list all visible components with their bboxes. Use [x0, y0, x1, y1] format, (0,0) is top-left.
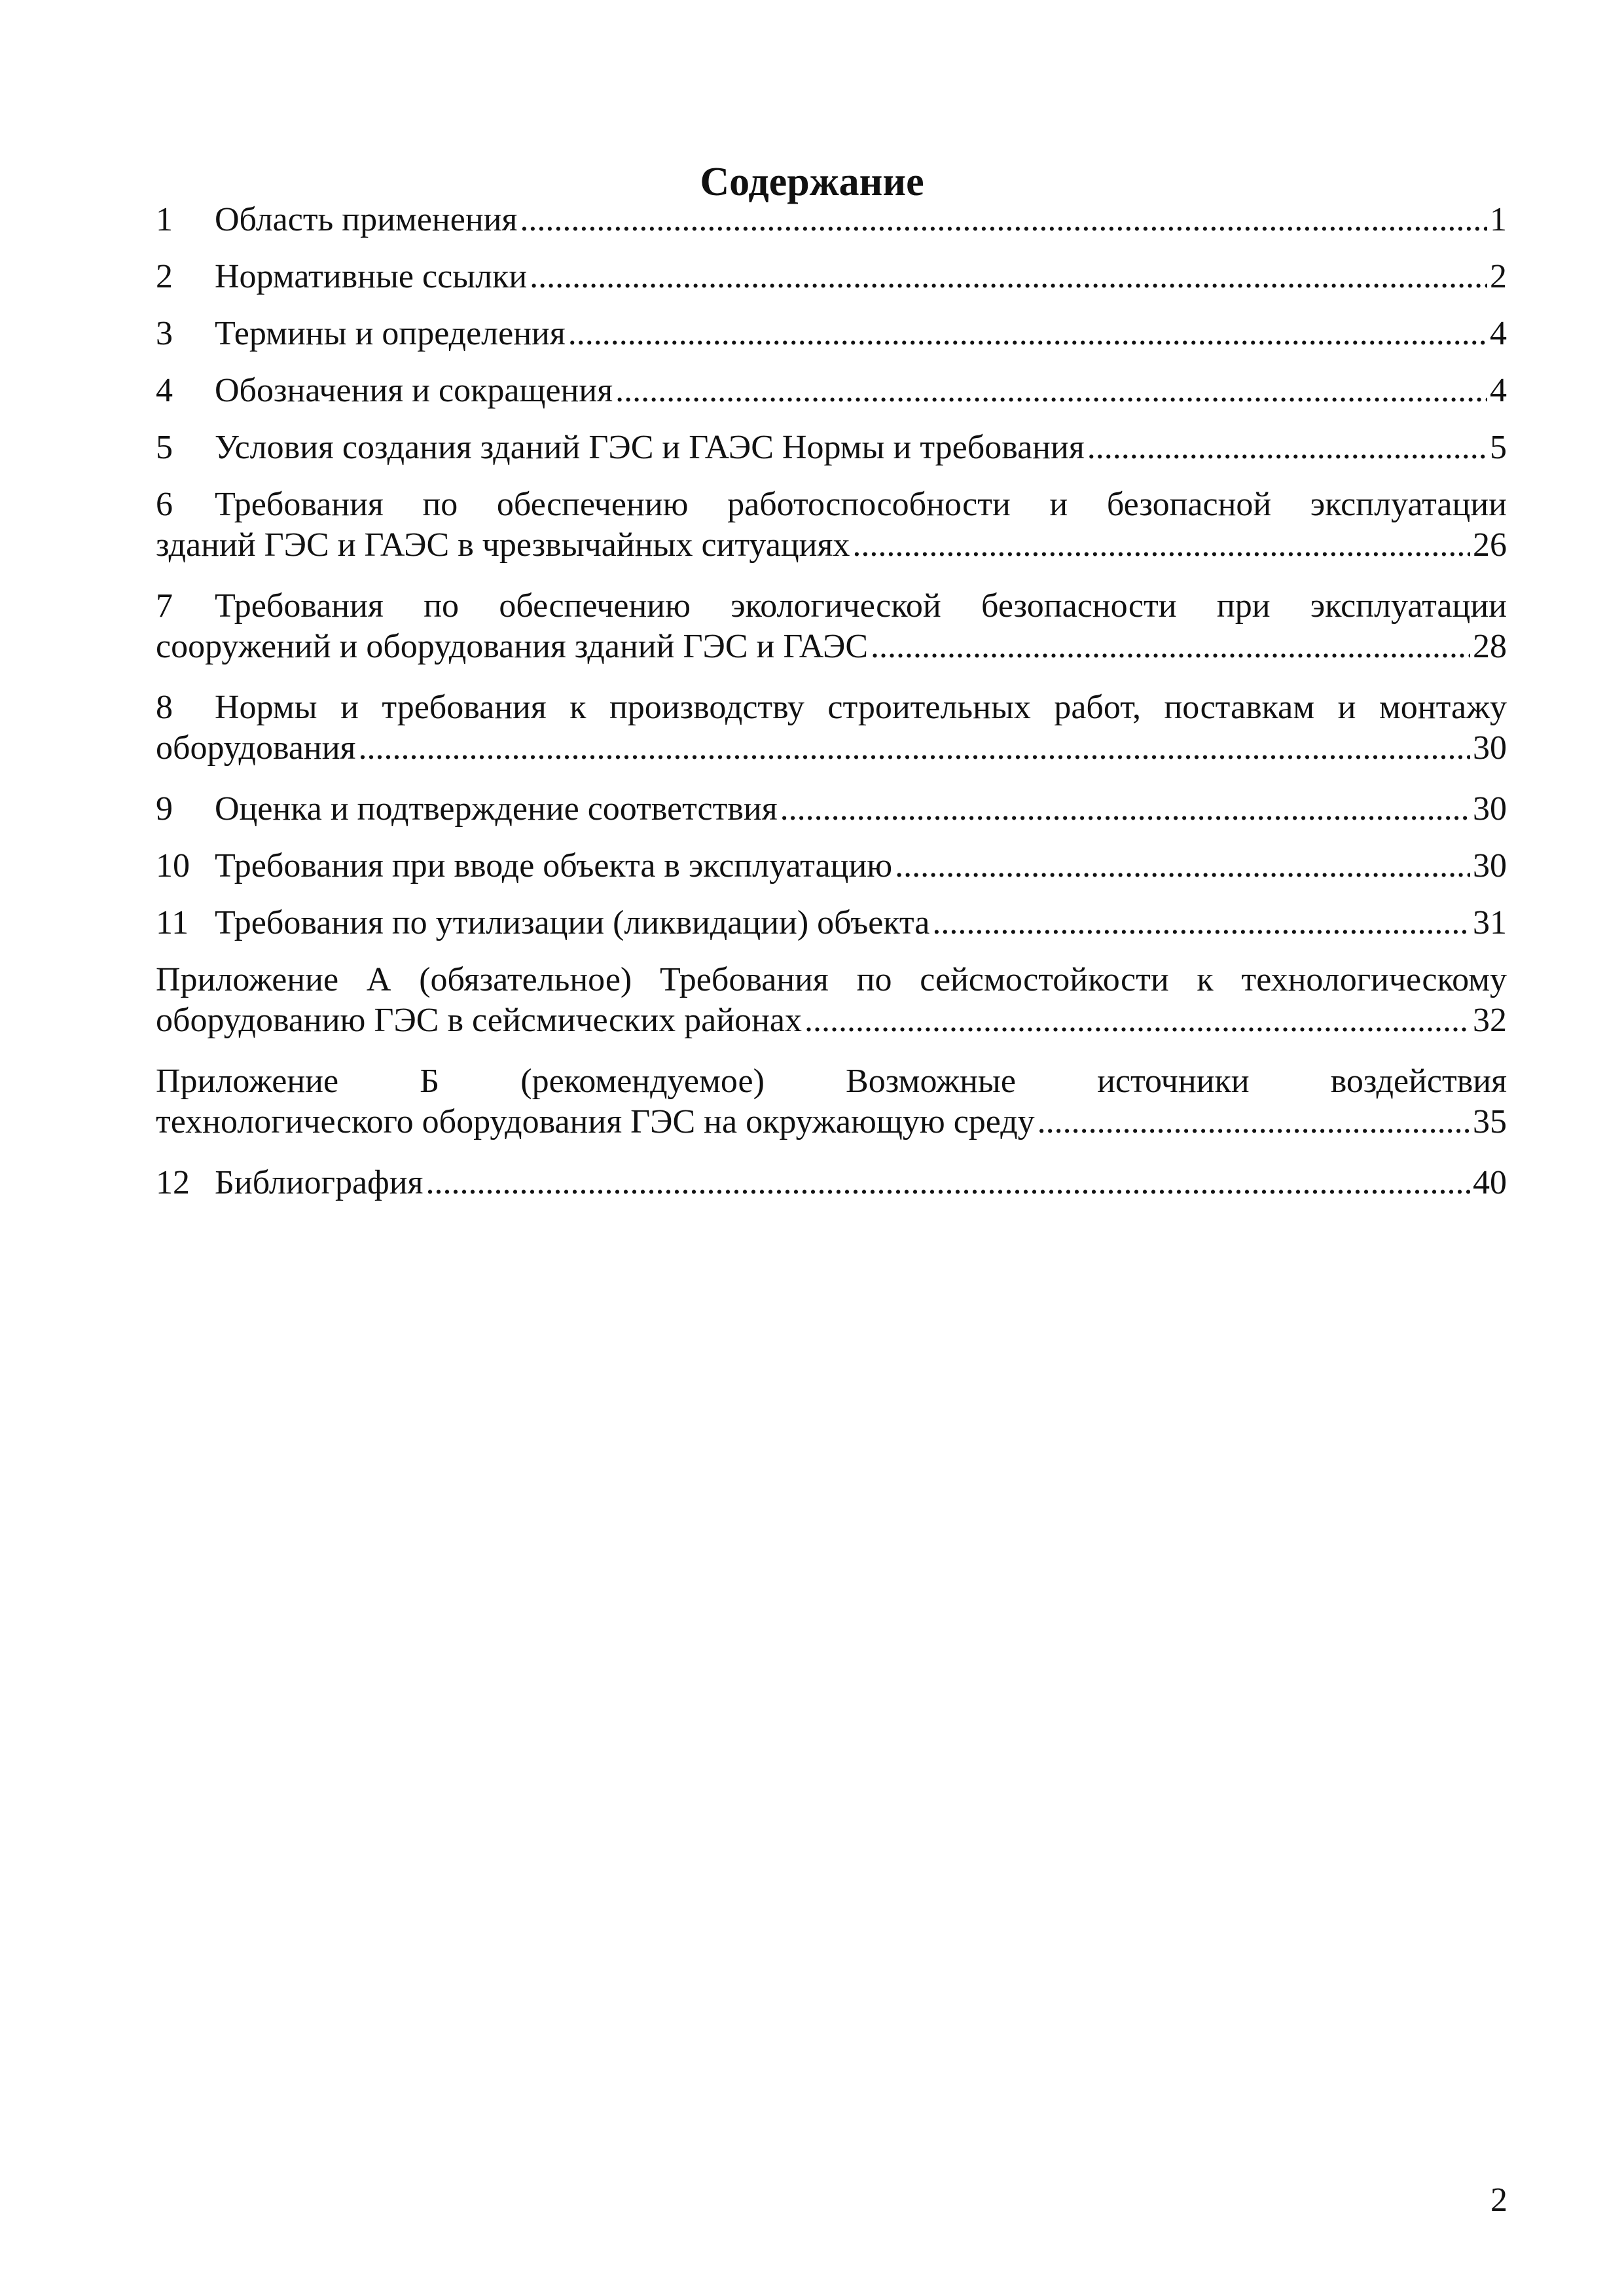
toc-entry-number: 7: [156, 587, 173, 625]
toc-entry-title: Библиография: [215, 1164, 424, 1201]
dot-leader: [425, 1163, 1470, 1203]
toc-entry-title: Требования при вводе объекта в эксплуатацию: [215, 847, 893, 884]
dot-leader: [1038, 1102, 1470, 1142]
toc-entry-title-line1: Приложение Б (рекомендуемое) Возможные источники воздействия: [156, 1063, 1507, 1100]
dot-leader: [871, 627, 1470, 667]
toc-entry[interactable]: [156, 846, 1507, 903]
toc-entry-number: 10: [156, 847, 190, 884]
toc-entry-number: 12: [156, 1164, 190, 1201]
toc-entry-title: Требования по утилизации (ликвидации) объекта: [215, 904, 930, 941]
toc-entry-page: 40: [1473, 1164, 1507, 1201]
toc-entry-page: 31: [1473, 904, 1507, 941]
toc-entry-page: 30: [1473, 847, 1507, 884]
toc-entry-title-line2: оборудованию ГЭС в сейсмических районах: [156, 1002, 802, 1039]
toc-entry-number: 8: [156, 689, 173, 726]
toc-entry-title-line1: Приложение А (обязательное) Требования по сейсмостойкости к технологическому: [156, 961, 1507, 998]
dot-leader: [895, 846, 1470, 886]
toc-entry[interactable]: [156, 314, 1507, 371]
dot-leader: [1087, 428, 1487, 468]
toc-entry[interactable]: [156, 428, 1507, 484]
toc-entry-page: 32: [1473, 1002, 1507, 1039]
toc-entry-page: 30: [1473, 790, 1507, 828]
dot-leader: [615, 371, 1487, 411]
toc-entry-number: 5: [156, 429, 173, 466]
toc-entry[interactable]: [156, 903, 1507, 960]
toc-entry-page: 28: [1473, 628, 1507, 665]
toc-entry-number: 11: [156, 904, 189, 941]
toc-entry-title: Нормативные ссылки: [215, 258, 528, 295]
toc-entry-number: 2: [156, 258, 173, 295]
toc-entry-page: 4: [1490, 315, 1507, 352]
dot-leader: [932, 903, 1470, 943]
toc-entry-appendix-b[interactable]: [156, 1061, 1507, 1163]
toc-entry-title-line2: зданий ГЭС и ГАЭС в чрезвычайных ситуациях: [156, 526, 850, 564]
toc-entry-page: 5: [1490, 429, 1507, 466]
dot-leader: [568, 314, 1487, 354]
toc-entry-title-line2: технологического оборудования ГЭС на окружающую среду: [156, 1103, 1035, 1140]
toc-entry-page: 26: [1473, 526, 1507, 564]
dot-leader: [358, 728, 1470, 769]
toc-entry-title-line1: Нормы и требования к производству строительных работ, поставкам и монтажу: [215, 689, 1507, 726]
page-number: 2: [1490, 2181, 1507, 2219]
toc-entry[interactable]: [156, 586, 1507, 687]
toc-entry-appendix-a[interactable]: [156, 960, 1507, 1061]
toc-entry[interactable]: [156, 484, 1507, 586]
toc-entry-title-line1: Требования по обеспечению работоспособности и безопасной эксплуатации: [215, 486, 1507, 523]
toc-entry[interactable]: [156, 371, 1507, 428]
toc-entry-number: 9: [156, 790, 173, 828]
toc-entry-title: Область применения: [215, 201, 518, 238]
toc-entry[interactable]: [156, 687, 1507, 789]
toc-entry-number: 3: [156, 315, 173, 352]
toc-entry-page: 2: [1490, 258, 1507, 295]
toc-entry-number: 6: [156, 486, 173, 523]
toc-entry-title-line2: сооружений и оборудования зданий ГЭС и ГАЭС: [156, 628, 869, 665]
dot-leader: [804, 1000, 1470, 1041]
dot-leader: [530, 257, 1487, 297]
toc-entry[interactable]: [156, 200, 1507, 257]
dot-leader: [520, 200, 1487, 240]
toc-entry-page: 1: [1490, 201, 1507, 238]
dot-leader: [852, 525, 1470, 566]
toc-entry-title: Условия создания зданий ГЭС и ГАЭС Нормы и требования: [215, 429, 1085, 466]
toc-entry-title-line1: Требования по обеспечению экологической безопасности при эксплуатации: [215, 587, 1507, 625]
toc-entry-number: 4: [156, 372, 173, 409]
toc-entry[interactable]: [156, 1163, 1507, 1220]
toc-entry-title-line2: оборудования: [156, 729, 356, 767]
toc-entry-title: Термины и определения: [215, 315, 566, 352]
table-of-contents: [156, 200, 1507, 1220]
toc-entry-page: 4: [1490, 372, 1507, 409]
toc-entry-page: 35: [1473, 1103, 1507, 1140]
toc-entry-title: Оценка и подтверждение соответствия: [215, 790, 778, 828]
toc-entry-title: Обозначения и сокращения: [215, 372, 613, 409]
toc-entry[interactable]: [156, 789, 1507, 846]
toc-title: Содержание: [700, 160, 924, 204]
toc-entry-page: 30: [1473, 729, 1507, 767]
dot-leader: [780, 789, 1470, 829]
toc-entry[interactable]: [156, 257, 1507, 314]
toc-entry-number: 1: [156, 201, 173, 238]
